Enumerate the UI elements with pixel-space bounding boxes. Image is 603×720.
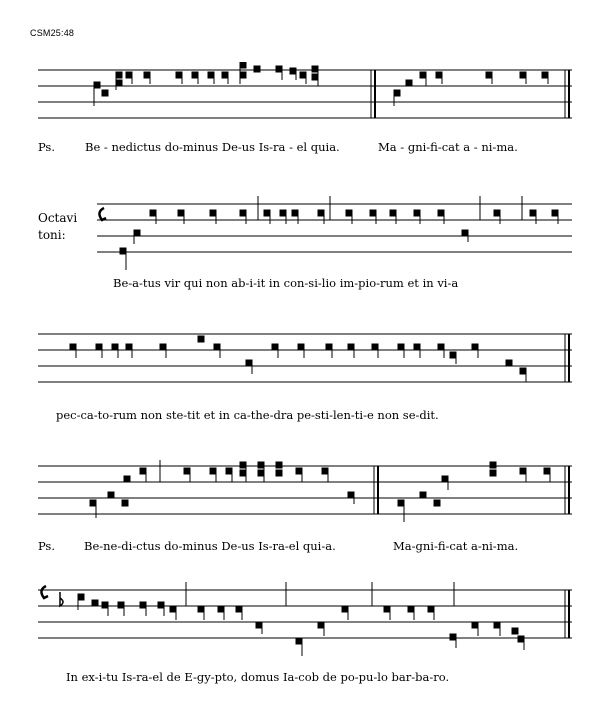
lyric-text: Ma - gni-fi-cat a - ni-ma. [378, 140, 518, 154]
staff-5 [0, 582, 603, 658]
neumes [78, 594, 524, 656]
bar-lines [371, 70, 569, 118]
lyric-text: Be - nedictus do-minus De-us Is-ra - el quia. [85, 140, 340, 154]
lyric-text: Be-ne-di-ctus do-minus De-us Is-ra-el qui-a. [84, 539, 336, 553]
mode-label-line-1: Octavi [38, 211, 78, 225]
flat-sign-icon [60, 592, 63, 606]
neumes [120, 210, 558, 270]
staff-lines [97, 204, 572, 252]
lyric-text: In ex-i-tu Is-ra-el de E-gy-pto, domus Ia-cob de po-pu-lo bar-ba-ro. [66, 670, 450, 684]
neumes [90, 462, 550, 522]
bar-lines [565, 334, 569, 382]
lyric-text: pec-ca-to-rum non ste-tit et in ca-the-dra pe-sti-len-ti-e non se-dit. [56, 408, 439, 422]
c-clef-icon [99, 208, 106, 220]
mode-label-line-2: toni: [38, 228, 66, 242]
bar-lines [160, 460, 569, 514]
manuscript-code: CSM25:48 [30, 28, 75, 38]
lyric-text: Ma-gni-fi-cat a-ni-ma. [393, 539, 519, 553]
lyric-text: Ps. [38, 140, 55, 154]
staff-2 [0, 196, 603, 272]
staff-3 [0, 326, 603, 392]
staff-4 [0, 458, 603, 528]
c-clef-icon [41, 586, 48, 598]
neumes [70, 336, 526, 382]
staff-1 [0, 62, 603, 122]
lyric-text: Be-a-tus vir qui non ab-i-it in con-si-lio im-pio-rum et in vi-a [113, 276, 459, 290]
neumes [94, 62, 548, 106]
staff-lines [38, 590, 572, 638]
lyric-text: Ps. [38, 539, 55, 553]
